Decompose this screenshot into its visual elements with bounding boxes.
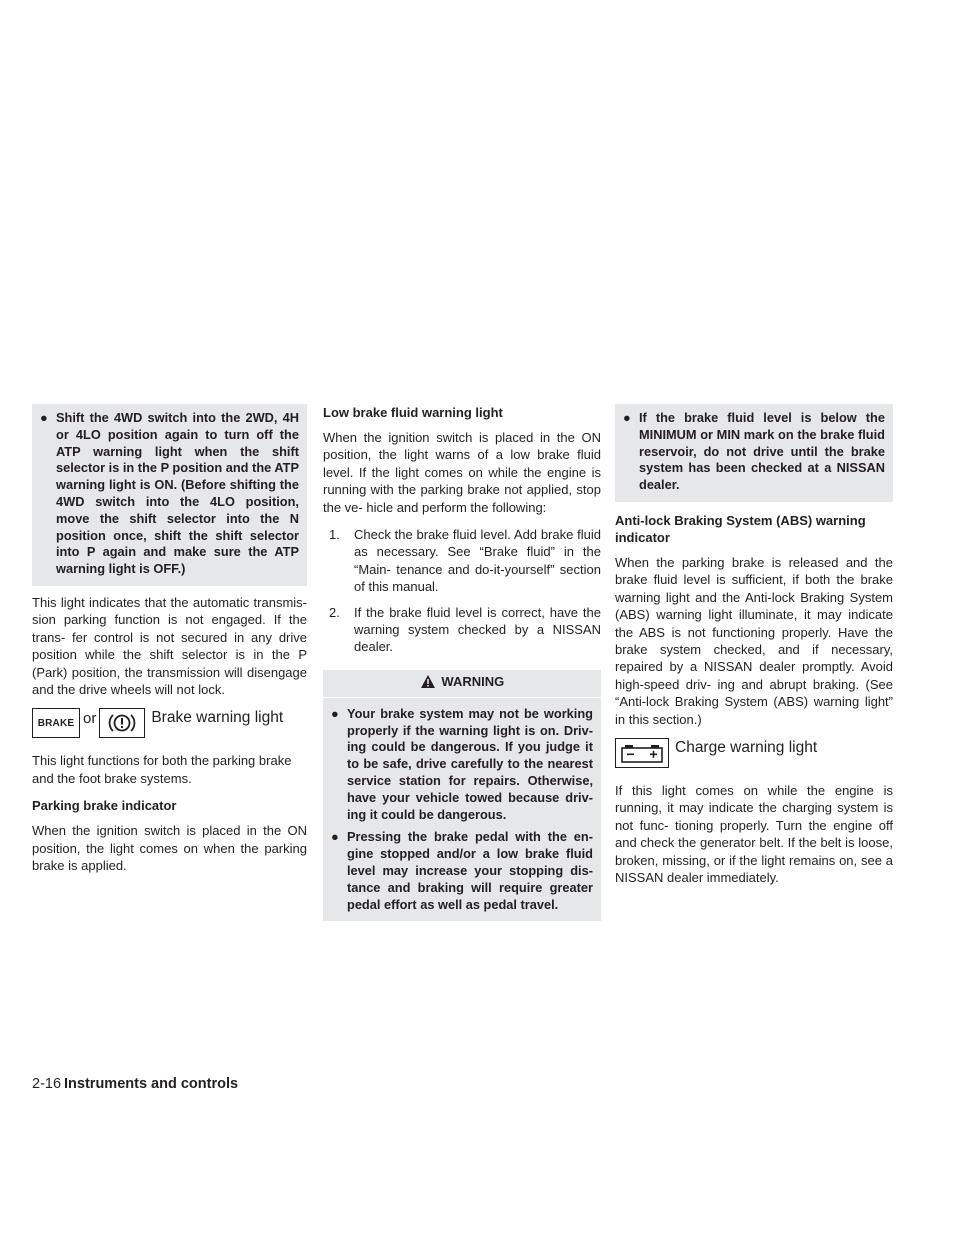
abs-heading: Anti-lock Braking System (ABS) warning indicator — [615, 512, 866, 545]
abs-description: When the parking brake is released and the brake fluid level is sufficient, if both the brake warning light and the Anti-lock Braking System (ABS) warning light illuminate, it may indicate the ABS is not functioning properly. Have the brake system checked, and if necessary, repaired by a NISSAN dealer promptly. Avoid high-speed driv- ing and abrupt braking. (See “Anti-lock Braking System (ABS) warning light” in this section.) — [615, 554, 893, 727]
section-title: Instruments and controls — [64, 1076, 239, 1092]
charge-light-title: Charge warning light — [675, 739, 818, 757]
caution-item — [623, 410, 885, 494]
warning-list — [331, 706, 593, 914]
caution-note-box — [615, 404, 893, 502]
column-2 — [323, 404, 601, 929]
caution-list — [40, 410, 299, 578]
low-fluid-description: When the ignition switch is placed in the ON position, the light warns of a low brake fluid level. If the light comes on while the engine is running with the parking brake not applied, stop the ve- hicle and perform the following: — [323, 430, 601, 515]
atp-description: This light indicates that the automatic transmis- sion parking function is not engaged. If the trans- fer control is not secured in any drive position while the shift selector is in the P (Park) position, the transmission will disengage and the drive wheels will not lock. — [32, 594, 307, 697]
caution-text: Shift the 4WD switch into the 2WD, 4H or 4LO position again to turn off the ATP warning light when the shift selector is in the P position and the ATP warning light is ON. (Before shifting the 4WD switch into the 4LO position, move the shift selector into the N position once, shift the shift selector into P again and make sure the ATP warning light is OFF.) — [56, 410, 299, 577]
bullet-icon: ● — [623, 410, 631, 425]
step-item — [329, 604, 601, 656]
warning-triangle-icon — [420, 674, 436, 689]
or-label: or — [83, 709, 97, 727]
warning-text: Your brake system may not be working properly if the warning light is on. Driv- ing could be dangerous. If you judge it to be safe, drive carefully to the nearest service station for repairs. Otherwise, have your vehicle towed because driv- ing it could be dangerous. — [347, 705, 593, 822]
brake-text-icon: BRAKE — [32, 708, 80, 738]
bullet-icon: ● — [331, 705, 339, 721]
caution-note-box — [32, 404, 307, 586]
warning-item — [331, 829, 593, 913]
bullet-icon: ● — [331, 829, 339, 845]
bullet-icon: ● — [40, 410, 48, 425]
parking-brake-heading: Parking brake indicator — [32, 798, 177, 814]
procedure-steps — [323, 526, 601, 656]
column-1 — [32, 404, 307, 884]
step-number: 1. — [329, 527, 340, 543]
brake-circle-icon — [99, 708, 145, 738]
caution-list — [623, 410, 885, 494]
parking-brake-description: When the ignition switch is placed in the ON position, the light comes on when the parking brake is applied. — [32, 823, 307, 874]
column-3 — [615, 404, 893, 896]
step-text: If the brake fluid level is correct, have the warning system checked by a NISSAN dealer. — [354, 604, 601, 655]
brake-light-title-row — [32, 708, 307, 738]
step-item — [329, 526, 601, 596]
warning-box — [323, 670, 601, 922]
battery-icon — [615, 738, 669, 768]
page-footer — [32, 1076, 238, 1092]
caution-item — [40, 410, 299, 578]
step-number: 2. — [329, 604, 340, 620]
brake-light-function: This light functions for both the parking brake and the foot brake systems. — [32, 753, 292, 786]
warning-title: WARNING — [441, 673, 505, 689]
low-fluid-heading: Low brake fluid warning light — [323, 405, 503, 420]
charge-light-title-row — [615, 738, 893, 768]
warning-text: Pressing the brake pedal with the en- gine stopped and/or a low brake fluid level may increase your stopping dis- tance and braking will require greater pedal effort as well as pedal travel. — [347, 829, 593, 912]
page-number: 2-16 — [32, 1076, 62, 1092]
warning-header — [323, 670, 601, 698]
caution-text: If the brake fluid level is below the MINIMUM or MIN mark on the brake fluid reservoir, do not drive until the brake system has been checked at a NISSAN dealer. — [639, 410, 885, 493]
step-text: Check the brake fluid level. Add brake fluid as necessary. See “Brake fluid” in the “Main- tenance and do-it-yourself” section of this manual. — [354, 527, 601, 595]
warning-item — [331, 706, 593, 824]
charge-description: If this light comes on while the engine is running, it may indicate the charging system is not func- tioning properly. Turn the engine off and check the generator belt. If the belt is loose, broken, missing, or if the light remains on, see a NISSAN dealer immediately. — [615, 783, 893, 886]
brake-light-title: Brake warning light — [151, 709, 284, 727]
